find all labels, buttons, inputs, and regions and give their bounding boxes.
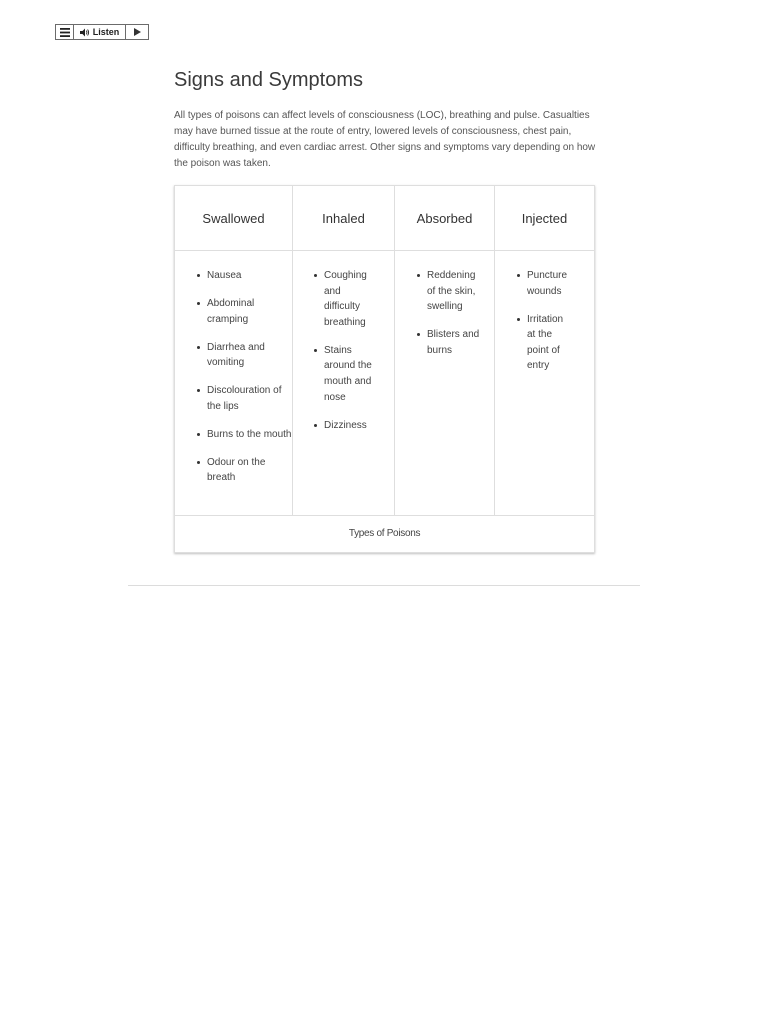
list-item: Dizziness [324, 418, 376, 434]
article [174, 66, 594, 172]
swallowed-cell [175, 251, 293, 516]
listen-button[interactable] [74, 25, 126, 39]
listen-label: Listen [92, 27, 120, 37]
column-header-injected: Injected [495, 186, 595, 251]
list-item: Odour on the breath [207, 455, 292, 486]
list-item: Blisters and burns [427, 327, 482, 358]
column-header-absorbed: Absorbed [395, 186, 495, 251]
list-item: Diarrhea and vomiting [207, 340, 292, 371]
absorbed-cell [395, 251, 495, 516]
divider [128, 585, 640, 586]
column-header-inhaled: Inhaled [293, 186, 395, 251]
symptom-list [395, 268, 494, 358]
listen-toolbar [55, 24, 149, 40]
list-item: Abdominal cramping [207, 296, 292, 327]
list-item: Reddening of the skin, swelling [427, 268, 482, 315]
symptom-list [495, 268, 594, 374]
list-item: Puncture wounds [527, 268, 570, 299]
table-header-row [175, 186, 595, 251]
list-item: Discolouration of the lips [207, 383, 292, 414]
speaker-icon [80, 28, 90, 37]
list-item: Stains around the mouth and nose [324, 343, 376, 405]
play-button[interactable] [126, 25, 148, 39]
play-icon [134, 28, 141, 36]
list-item: Burns to the mouth [207, 427, 292, 443]
column-header-swallowed: Swallowed [175, 186, 293, 251]
inhaled-cell [293, 251, 395, 516]
list-item: Nausea [207, 268, 292, 284]
hamburger-menu-icon [60, 28, 70, 37]
caption-row [175, 516, 595, 553]
symptom-list [175, 268, 292, 486]
page-title: Signs and Symptoms [174, 69, 363, 91]
list-item: Irritation at the point of entry [527, 312, 570, 374]
symptom-list [293, 268, 394, 433]
table-row [175, 251, 595, 516]
table-caption: Types of Poisons [175, 516, 595, 553]
poisons-table [174, 185, 595, 553]
list-item: Coughing and difficulty breathing [324, 268, 376, 330]
menu-button[interactable] [56, 25, 74, 39]
intro-paragraph: All types of poisons can affect levels of consciousness (LOC), breathing and pulse. Casualties may have burned tissue at the route of entry, lowered levels of consciousness, chest pain, difficulty breathing, and even cardiac arrest. Other signs and symptoms vary depending on how the poison was taken. [174, 110, 596, 169]
injected-cell [495, 251, 595, 516]
